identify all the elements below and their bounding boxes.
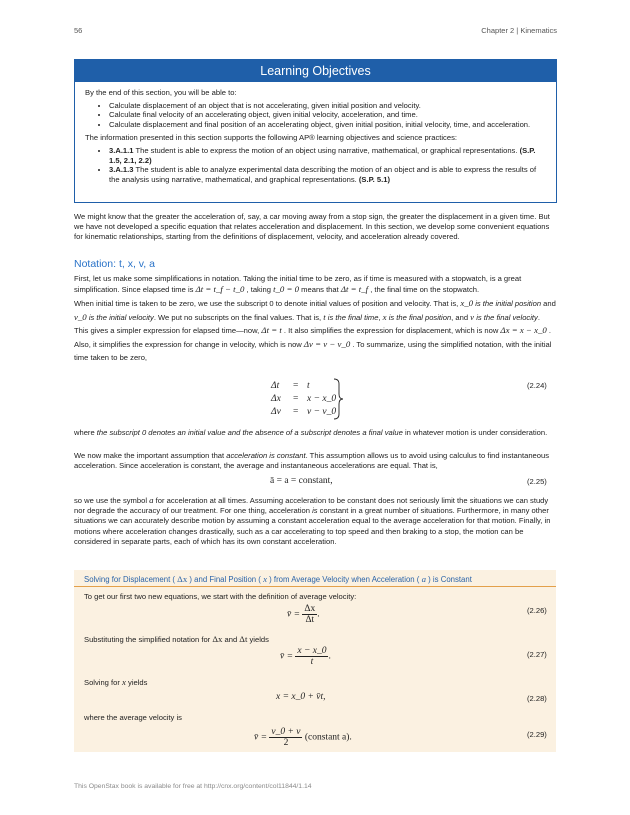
symbol: x <box>263 574 267 584</box>
text-run: , taking <box>244 285 274 294</box>
text-run: means that <box>299 285 341 294</box>
eq-tail: . <box>317 609 320 620</box>
numerator: v_0 + v <box>271 727 301 737</box>
numerator: Δx <box>304 604 316 614</box>
text-run: constant in a great number of situations. Furthermore, in many other situations we can accurately describe motion by assuming a constant acceleration equal to the average acceleration for that motion. Finally, in motions where acceleration changes drastically, such as a car accelerating to top speed and then braking to a stop, the motion can be considered in separate parts, each of which has its own constant acceleration. <box>74 506 551 546</box>
text-run: is <box>312 506 318 516</box>
symbol: x_0 <box>460 298 474 308</box>
text-run: is the final velocity <box>474 312 538 322</box>
equation-inline: Δx = x − x_0 <box>500 325 547 336</box>
text-run: We now make the important assumption that <box>74 451 227 460</box>
equation-number: (2.25) <box>527 477 547 486</box>
text-run: . Also, it simplifies the expression for change in velocity, which is now <box>74 326 551 349</box>
equation-2-27 <box>280 646 331 667</box>
ap-intro: The information presented in this section supports the following AP® learning objectives and science practices: <box>85 133 457 143</box>
text-run: First, let us make some simplifications in notation. Taking the initial time to be zero, as if time is measured with a stopwatch, is a great simplification. Since elapsed time is <box>74 274 522 294</box>
ap-practices: (S.P. 1.5, 2.1, 2.2) <box>109 145 536 165</box>
text-run: . To summarize, using the simplified notation, with the initial time taken to be zero, <box>74 339 552 363</box>
eq-rhs: x − x_0 <box>307 394 337 404</box>
eq-rhs: v − v_0 <box>307 407 337 417</box>
right-brace-icon <box>333 378 345 420</box>
text-run: Solving for <box>84 678 122 687</box>
page-number: 56 <box>74 26 83 35</box>
text-run: where <box>74 428 97 437</box>
text-run: and <box>541 299 556 308</box>
text-run: the subscript 0 denotes an initial value and the absence of a subscript denotes a final value <box>96 428 403 437</box>
eq-lhs: Δt <box>271 381 280 391</box>
text-run: . This gives a simpler expression for elapsed time—now, <box>74 312 540 336</box>
equation-inline: Δt = t <box>261 325 282 336</box>
symbol: t <box>323 311 326 322</box>
symbol: Δx <box>212 634 223 644</box>
eq-lhs: Δx <box>271 394 281 404</box>
equation-number: (2.27) <box>527 650 547 659</box>
ap-code: 3.A.1.3 <box>109 165 134 175</box>
text-run: Substituting the simplified notation for <box>84 635 213 644</box>
equation-2-28: x = x_0 + v̄t, <box>276 692 326 702</box>
numerator: x − x_0 <box>297 646 327 656</box>
objectives-intro: By the end of this section, you will be able to: <box>85 88 237 97</box>
learning-objectives-title: Learning Objectives <box>75 60 556 82</box>
denominator: t <box>310 657 314 667</box>
where-paragraph <box>74 428 556 438</box>
fraction <box>302 604 320 625</box>
assumption-paragraph <box>74 451 556 471</box>
notation-heading: Notation: t, x, v, a <box>74 258 155 270</box>
text-run: is the initial position <box>473 299 542 308</box>
eq-tail: (constant a). <box>304 732 352 743</box>
equation-2-26 <box>287 604 320 625</box>
denominator: 2 <box>283 738 289 748</box>
equation-number: (2.28) <box>527 694 547 703</box>
equation-inline: Δt = t_f <box>340 284 369 294</box>
box-title <box>84 574 472 584</box>
eq-equals: = <box>293 407 299 417</box>
objective-item: • Calculate final velocity of an accelerating object, given initial velocity, acceleration, and time. <box>109 110 546 120</box>
ap-text: The student is able to express the motion of an object using narrative, mathematical, or graphical representations. <box>133 145 520 155</box>
symbol: Δt <box>239 634 248 644</box>
text-run: acceleration is constant <box>226 451 306 460</box>
ap-objective-item <box>109 165 546 184</box>
eq-equals: = <box>293 394 299 404</box>
eq-equals: = <box>293 381 299 391</box>
notation-paragraph-1 <box>74 273 556 295</box>
text-run: Solving for Displacement ( <box>84 575 178 584</box>
symbol: x <box>122 677 126 687</box>
symbol: v <box>470 311 475 322</box>
text-run: . We put no subscripts on the final values. That is, <box>153 312 324 322</box>
equation-number: (2.26) <box>527 606 547 615</box>
symbol: x <box>382 311 387 322</box>
fraction <box>295 646 331 667</box>
ap-practices: (S.P. 5.1) <box>358 174 390 184</box>
text-run: is the final position <box>386 312 452 322</box>
text-run: When initial time is taken to be zero, we use the subscript 0 to denote initial values of position and velocity. That is, <box>74 299 461 308</box>
box-paragraph: To get our first two new equations, we start with the definition of average velocity: <box>84 592 357 601</box>
symbol: a <box>421 574 426 584</box>
constant-acceleration-paragraph <box>74 495 556 547</box>
eq-lhs: v̄ = <box>287 609 301 620</box>
box-paragraph <box>84 634 544 645</box>
eq-rhs: t <box>307 381 310 391</box>
ap-objectives-list <box>85 146 546 184</box>
objective-item: • Calculate displacement and final position of an accelerating object, given initial position, initial velocity, time, and acceleration. <box>109 120 546 130</box>
fraction <box>269 727 302 748</box>
chapter-label: Chapter 2 | Kinematics <box>481 26 557 35</box>
objective-item: • Calculate displacement of an object that is not accelerating, given initial position and velocity. <box>109 101 546 111</box>
eq-tail: . <box>328 651 331 662</box>
equation-2-25: ā = a = constant, <box>270 476 333 486</box>
denominator: Δt <box>305 615 315 625</box>
box-divider <box>74 586 556 587</box>
equation-number: (2.29) <box>527 730 547 739</box>
text-run: , and <box>451 312 471 322</box>
text-run: for acceleration at all times. Assuming acceleration to be constant does not seriously limit the situations we can study nor degrade the accuracy of our treatment. For one thing, acceleration <box>74 496 549 516</box>
text-run: , <box>378 312 383 322</box>
text-run: so we use the symbol <box>74 496 150 505</box>
page-footer: This OpenStax book is available for free at http://cnx.org/content/col11844/1.14 <box>74 783 312 790</box>
text-run: in whatever motion is under consideration. <box>402 428 548 437</box>
ap-objective-item <box>109 146 546 165</box>
learning-objectives-box <box>74 59 557 203</box>
text-run: yields <box>125 678 148 687</box>
text-run: ) from Average Velocity when Acceleration ( <box>266 575 422 584</box>
eq-lhs: Δv <box>271 407 281 417</box>
text-run: . This assumption allows us to avoid using calculus to find instantaneous acceleration. Since acceleration is constant, the average and instantaneous accelerations are equal. That is, <box>74 451 550 471</box>
box-paragraph <box>84 677 544 688</box>
intro-paragraph: We might know that the greater the acceleration of, say, a car moving away from a stop sign, the greater the displacement in a given time. But we have not developed a specific equation that relates acceleration and displacement. In this section, we develop some convenient equations for kinematic relationships, starting from the definitions of displacement, velocity, and acceleration already covered. <box>74 212 550 242</box>
ap-code: 3.A.1.1 <box>109 145 134 155</box>
eq-lhs: v̄ = <box>280 651 294 662</box>
notation-paragraph-2 <box>74 297 556 365</box>
equation-inline: Δv = v − v_0 <box>303 338 351 349</box>
equation-inline: t_0 = 0 <box>273 284 300 294</box>
ap-text: The student is able to analyze experimental data describing the motion of an object and is able to express the results of the analysis using narrative, mathematical, and graphical representations. <box>109 165 537 184</box>
text-run: . It also simplifies the expression for displacement, which is now <box>281 326 501 336</box>
text-run: ) and Final Position ( <box>187 575 264 584</box>
text-run: and <box>222 635 240 644</box>
text-run: ) is Constant <box>425 575 472 584</box>
text-run: is the final time <box>325 312 379 322</box>
symbol: a <box>149 495 154 505</box>
box-paragraph: where the average velocity is <box>84 713 182 722</box>
equation-number: (2.24) <box>527 381 547 390</box>
equation-2-29 <box>254 727 352 748</box>
symbol: Δx <box>177 574 188 584</box>
text-run: , the final time on the stopwatch. <box>368 285 480 294</box>
objectives-list <box>85 101 546 130</box>
text-run: yields <box>247 635 269 644</box>
equation-inline: Δt = t_f − t_0 <box>195 284 245 294</box>
symbol: v_0 <box>74 311 87 322</box>
text-run: is the initial velocity <box>86 312 154 322</box>
eq-lhs: v̄ = <box>254 732 268 743</box>
